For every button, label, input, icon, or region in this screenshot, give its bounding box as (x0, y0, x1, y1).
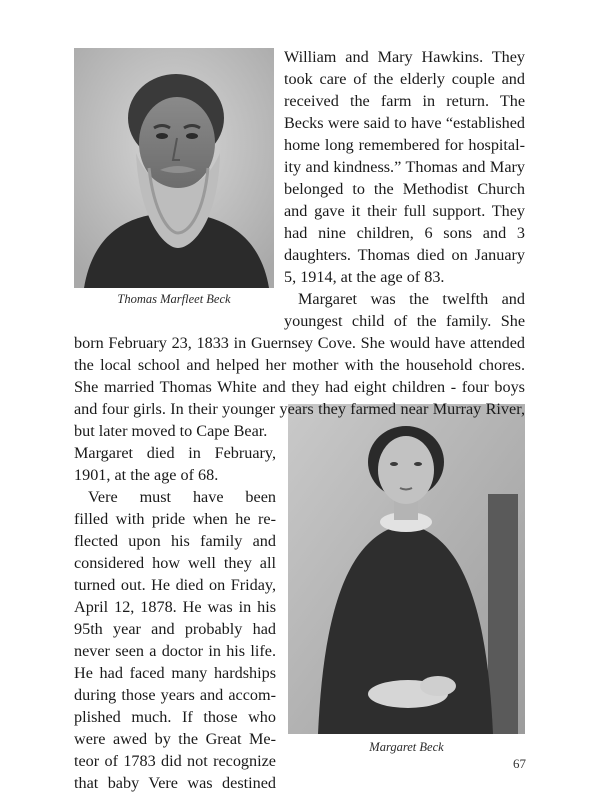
text-line: and four girls. In their younger years they farmed near Murray River, (74, 400, 525, 418)
text-line: flected upon his family and (74, 532, 276, 550)
text-line: ity and kindness.” Thomas and Mary (284, 158, 525, 176)
text-line: Margaret was the twelfth and (298, 290, 525, 308)
text-line: born February 23, 1833 in Guernsey Cove. She would have attended (74, 334, 525, 352)
text-line: that baby Vere was destined (74, 774, 276, 792)
text-line: April 12, 1878. He was in his (74, 598, 276, 616)
text-line: William and Mary Hawkins. They (284, 48, 525, 66)
text-line: Margaret died in February, (74, 444, 276, 462)
text-line: during those years and accom- (74, 686, 276, 704)
text-line: 5, 1914, at the age of 83. (284, 268, 445, 286)
text-line: daughters. Thomas died on January (284, 246, 525, 264)
text-line: 1901, at the age of 68. (74, 466, 219, 484)
caption-thomas-marfleet-beck: Thomas Marfleet Beck (117, 292, 231, 306)
text-line: home long remembered for hospital- (284, 136, 525, 154)
text-line: filled with pride when he re- (74, 510, 276, 528)
text-line: plished much. If those who (74, 708, 276, 726)
photo-thomas-marfleet-beck (74, 48, 274, 288)
portrait-margaret-image (288, 404, 525, 734)
text-line: never seen a doctor in his life. (74, 642, 276, 660)
text-line: teor of 1783 did not recognize (74, 752, 276, 770)
portrait-thomas-image (74, 48, 274, 288)
text-line: and gave it their full support. They (284, 202, 525, 220)
text-line: belonged to the Methodist Church (284, 180, 525, 198)
text-line: took care of the elderly couple and (284, 70, 525, 88)
text-line: youngest child of the family. She (284, 312, 525, 330)
text-line: Vere must have been (88, 488, 276, 506)
text-line: the local school and helped her mother with the household chores. (74, 356, 525, 374)
page-number: 67 (513, 756, 526, 771)
text-line: 95th year and probably had (74, 620, 276, 638)
text-line: She married Thomas White and they had eight children - four boys (74, 378, 525, 396)
text-line: turned out. He died on Friday, (74, 576, 276, 594)
text-line: considered how well they all (74, 554, 276, 572)
text-line: Becks were said to have “established (284, 114, 525, 132)
text-line: but later moved to Cape Bear. (74, 422, 268, 440)
photo-margaret-beck (288, 404, 525, 734)
caption-margaret-beck: Margaret Beck (369, 740, 444, 754)
text-line: were awed by the Great Me- (74, 730, 276, 748)
text-line: He had faced many hardships (74, 664, 276, 682)
text-line: had nine children, 6 sons and 3 (284, 224, 525, 242)
text-line: received the farm in return. The (284, 92, 525, 110)
